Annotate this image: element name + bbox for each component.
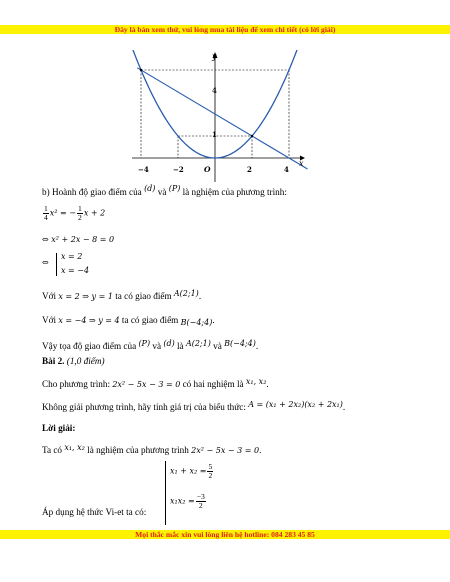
conclusion: Vậy tọa độ giao điểm của (P) và (d) là A(2;1) và B(−4;4). [42, 339, 259, 351]
bai2-title: Bài 2. [42, 356, 65, 366]
intersection-point-0 [251, 135, 253, 137]
vieta-product: x₁x₂ = $\frac{-3}{2}$ [170, 492, 205, 510]
part-b-lead: b) Hoành độ giao điểm của [42, 187, 142, 197]
x-tick-2: 2 [247, 165, 252, 174]
x-axis-label: x [299, 159, 304, 168]
parabola-p: (P) [168, 184, 181, 193]
point-a: A(2;1) [173, 289, 199, 298]
bai2-points: (1,0 điểm) [66, 356, 105, 366]
with2-math: x = −4 ⇒ y = 4 [58, 316, 120, 325]
vieta-sum: x₁ + x₂ = $\frac{5}{2}$ [170, 462, 213, 480]
vieta-brace [165, 461, 166, 525]
function-graph [128, 50, 308, 185]
y-tick-4: 4 [212, 86, 217, 95]
equation-3 [42, 251, 49, 267]
solution-title: Lời giải: [42, 423, 76, 433]
bai2-given: Cho phương trình: 2x² − 5x − 3 = 0 có hai nghiệm là x₁, x₂. [42, 377, 269, 389]
vieta-lead: Áp dụng hệ thức Vi-et ta có: [42, 507, 147, 517]
hotline-banner: Mọi thắc mắc xin vui lòng liên hệ hotline: 084 283 45 85 [0, 530, 450, 539]
bai2-heading [42, 355, 105, 367]
point-b: B(−4;4) [180, 318, 213, 327]
with-case-1: Với x = 2 ⇒ y = 1 ta có giao điểm A(2;1). [42, 289, 202, 301]
solution-intro: Ta có x₁, x₂ là nghiệm của phương trình 2x² − 5x − 3 = 0. [42, 443, 262, 455]
system-brace [56, 253, 57, 276]
with-case-2: Với x = −4 ⇒ y = 4 ta có giao điểm B(−4;4). [42, 315, 215, 327]
and-word: và [157, 187, 167, 197]
frac-quarter: $\frac{1}{4}$ [44, 204, 48, 222]
x-tick-4: 4 [284, 165, 289, 174]
y-tick-1: 1 [212, 130, 217, 139]
eq1-left: x² = − [49, 208, 77, 218]
with1-math: x = 2 ⇒ y = 1 [58, 292, 113, 301]
equiv-arrow: ⇔ [42, 258, 49, 267]
frac-half: $\frac{1}{2}$ [78, 204, 82, 222]
line-d-graph [137, 68, 307, 169]
sol-roots: x₁, x₂ [64, 443, 85, 452]
given-roots: x₁, x₂ [245, 377, 267, 386]
equation-1 [42, 205, 105, 222]
part-b-tail: là nghiệm của phương trình: [182, 187, 287, 197]
bai2-ask: Không giải phương trình, hãy tính giá trị của biểu thức: A = (x₁ + 2x₂)(x₂ + 2x₁). [42, 400, 346, 412]
x-tick-minus4: −4 [138, 165, 149, 174]
eq1-right: x + 2 [83, 208, 106, 218]
sol-equation: 2x² − 5x − 3 = 0 [191, 446, 260, 455]
line-d: (d) [144, 184, 156, 193]
preview-banner: Đây là bản xem thử, vui lòng mua tài liệu để xem chi tiết (có lời giải) [0, 25, 450, 34]
intersection-point-1 [140, 69, 142, 71]
given-equation: 2x² − 5x − 3 = 0 [112, 380, 181, 389]
equation-2: ⇔ x² + 2x − 8 = 0 [42, 235, 115, 244]
case-x-2: x = 2 [61, 252, 83, 261]
case-x-minus4: x = −4 [61, 266, 90, 275]
x-tick-minus2: −2 [173, 165, 184, 174]
origin-label: O [204, 165, 211, 174]
expression-a: A = (x₁ + 2x₂)(x₂ + 2x₁) [248, 400, 343, 409]
y-axis-label: y [212, 52, 217, 61]
part-b-intro [42, 186, 287, 199]
